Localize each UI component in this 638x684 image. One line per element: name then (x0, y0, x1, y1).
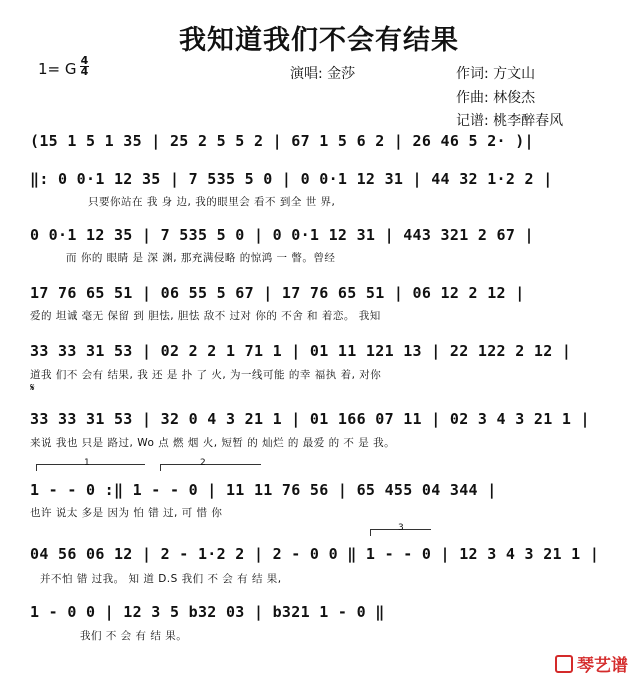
score-row-notes: 0 0·1 12 35 | 7 535 5 0 | 0 0·1 12 31 | 443 321 2 67 | (30, 226, 534, 244)
score-row-lyrics: 并不怕 错 过我。 知 道 D.S 我们 不 会 有 结 果, (40, 573, 282, 585)
first-ending-number: 1 (84, 458, 90, 468)
third-ending-number: 3 (398, 523, 404, 533)
composer-credit: 作曲: 林俊杰 (456, 90, 536, 106)
music-logo-icon (555, 655, 573, 673)
score-row-lyrics: 爱的 坦诚 毫无 保留 到 胆怯, 胆怯 敌不 过对 你的 不舍 和 着恋。 我知 (30, 310, 381, 322)
second-ending-number: 2 (200, 458, 206, 468)
segno-sign: 𝄋 (30, 381, 35, 394)
score-row-lyrics: 来说 我也 只是 路过, Wo 点 燃 烟 火, 短暂 的 灿烂 的 最爱 的 不 是 我。 (30, 437, 396, 449)
score-row-lyrics: 而 你的 眼睛 是 深 渊, 那充满侵略 的惊鸿 一 瞥。曾经 (66, 252, 336, 264)
time-signature-top: 4 (80, 54, 89, 67)
score-row-notes: 33 33 31 53 | 32 0 4 3 21 1 | 01 166 07 11 | 02 3 4 3 21 1 | (30, 410, 590, 428)
time-signature-bottom: 4 (80, 65, 89, 78)
score-row-notes: ‖: 0 0·1 12 35 | 7 535 5 0 | 0 0·1 12 31 | 44 32 1·2 2 | (30, 170, 553, 188)
score-row-lyrics: 我们 不 会 有 结 果。 (80, 630, 188, 642)
lyricist-credit: 作词: 方文山 (456, 66, 536, 82)
transcriber-credit: 记谱: 桃李醉春风 (456, 113, 564, 129)
singer-credit: 演唱: 金莎 (290, 66, 356, 82)
score-row-notes: 1 - - 0 :‖ 1 - - 0 | 11 11 76 56 | 65 455 04 344 | (30, 481, 497, 499)
song-title: 我知道我们不会有结果 (179, 25, 459, 56)
time-signature (80, 56, 89, 77)
score-row-lyrics: 也许 说太 多是 因为 怕 错 过, 可 惜 你 (30, 507, 223, 519)
score-row-notes: 04 56 06 12 | 2 - 1·2 2 | 2 - 0 0 ‖ 1 - - 0 | 12 3 4 3 21 1 | (30, 545, 600, 563)
score-row-lyrics: 只要你站在 我 身 边, 我的眼里会 看不 到全 世 界, (88, 196, 336, 208)
key-signature: 1= G (38, 60, 77, 78)
first-ending-bracket (36, 464, 145, 471)
second-ending-bracket (160, 464, 261, 471)
score-row-lyrics: 道我 们不 会有 结果, 我 还 是 扑 了 火, 为一线可能 的幸 福执 着, 对你 (30, 369, 382, 381)
score-row-notes: 1 - 0 0 | 12 3 5 b32 03 | b321 1 - 0 ‖ (30, 603, 385, 621)
watermark-logo (555, 651, 628, 676)
score-row-notes: 33 33 31 53 | 02 2 2 1 71 1 | 01 11 121 13 | 22 122 2 12 | (30, 342, 572, 360)
score-row-notes: 17 76 65 51 | 06 55 5 67 | 17 76 65 51 | 06 12 2 12 | (30, 284, 525, 302)
watermark-text: 琴艺谱 (577, 656, 628, 676)
score-row-notes: (15 1 5 1 35 | 25 2 5 5 2 | 67 1 5 6 2 | 26 46 5 2· )| (30, 132, 534, 150)
